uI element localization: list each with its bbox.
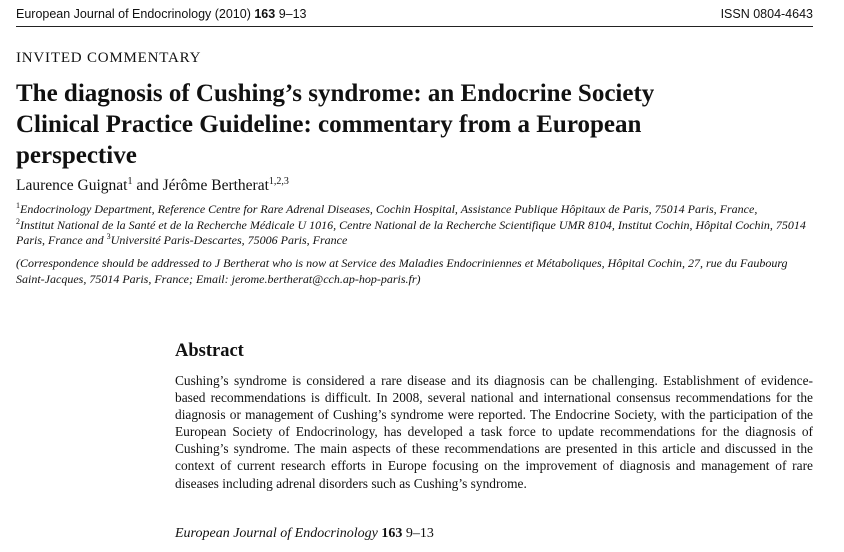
citation-line: [175, 526, 434, 542]
affiliation-number: 1: [16, 201, 20, 210]
journal-name: European Journal of Endocrinology (2010): [16, 7, 255, 21]
citation-volume: 163: [381, 526, 403, 541]
author-joiner: and: [132, 177, 163, 194]
abstract-heading: Abstract: [175, 341, 244, 361]
citation-journal: European Journal of Endocrinology: [175, 526, 378, 541]
journal-pages: 9–13: [275, 7, 307, 21]
running-header: [16, 6, 813, 27]
correspondence: (Correspondence should be addressed to J Bertherat who is now at Service des Maladies Endocriniennes et Métaboliques, Hôpital Cochin, 27, rue du Faubourg Saint-Jacques, 75014 Paris, France; Email: jerome.bertherat@cch.ap-hop-paris.fr): [16, 256, 788, 286]
affiliation-text: Endocrinology Department, Reference Centre for Rare Adrenal Diseases, Cochin Hospital, Assistance Publique Hôpitaux de Paris, 75014 Paris, France,: [20, 202, 758, 216]
affiliation-number: 2: [16, 216, 20, 226]
author-affiliation-marker: 1,2,3: [268, 176, 289, 187]
citation-pages: 9–13: [405, 526, 434, 541]
author-list: [16, 177, 289, 195]
affiliation-number: 3: [106, 232, 111, 241]
affiliation-text: Institut National de la Santé et de la Recherche Médicale U 1016, Centre National de la Recherche Scientifique UMR 8104, Institut Cochin, Hôpital Cochin, 75014 Paris, France and: [16, 217, 806, 247]
author-name: Laurence Guignat: [16, 177, 128, 194]
author-affiliation-marker: 1: [127, 176, 133, 187]
journal-reference: [16, 7, 307, 21]
affiliation-text: Université Paris-Descartes, 75006 Paris, France: [110, 233, 348, 247]
article-type: INVITED COMMENTARY: [16, 50, 202, 66]
journal-volume: 163: [254, 7, 276, 21]
affiliations: [16, 202, 816, 249]
abstract-body: Cushing’s syndrome is considered a rare disease and its diagnosis can be challenging. Establishment of evidence-based recommendations is difficult. In 2008, several national and international consensus recommendations for the diagnosis or management of Cushing’s syndrome were reported. The Endocrine Society, with the participation of the European Society of Endocrinology, has developed a task force to update recommendations for the diagnosis of Cushing’s syndrome. The main aspects of these recommendations are presented in this article and discussed in the context of current research efforts in Europe focusing on the improvement of diagnosis and management of rare diseases including adrenal disorders such as Cushing’s syndrome.: [175, 373, 813, 491]
article-title: The diagnosis of Cushing’s syndrome: an Endocrine Society Clinical Practice Guideline: commentary from a European perspective: [16, 80, 655, 169]
author-name: Jérôme Bertherat: [162, 177, 269, 194]
issn: ISSN 0804-4643: [720, 7, 813, 21]
